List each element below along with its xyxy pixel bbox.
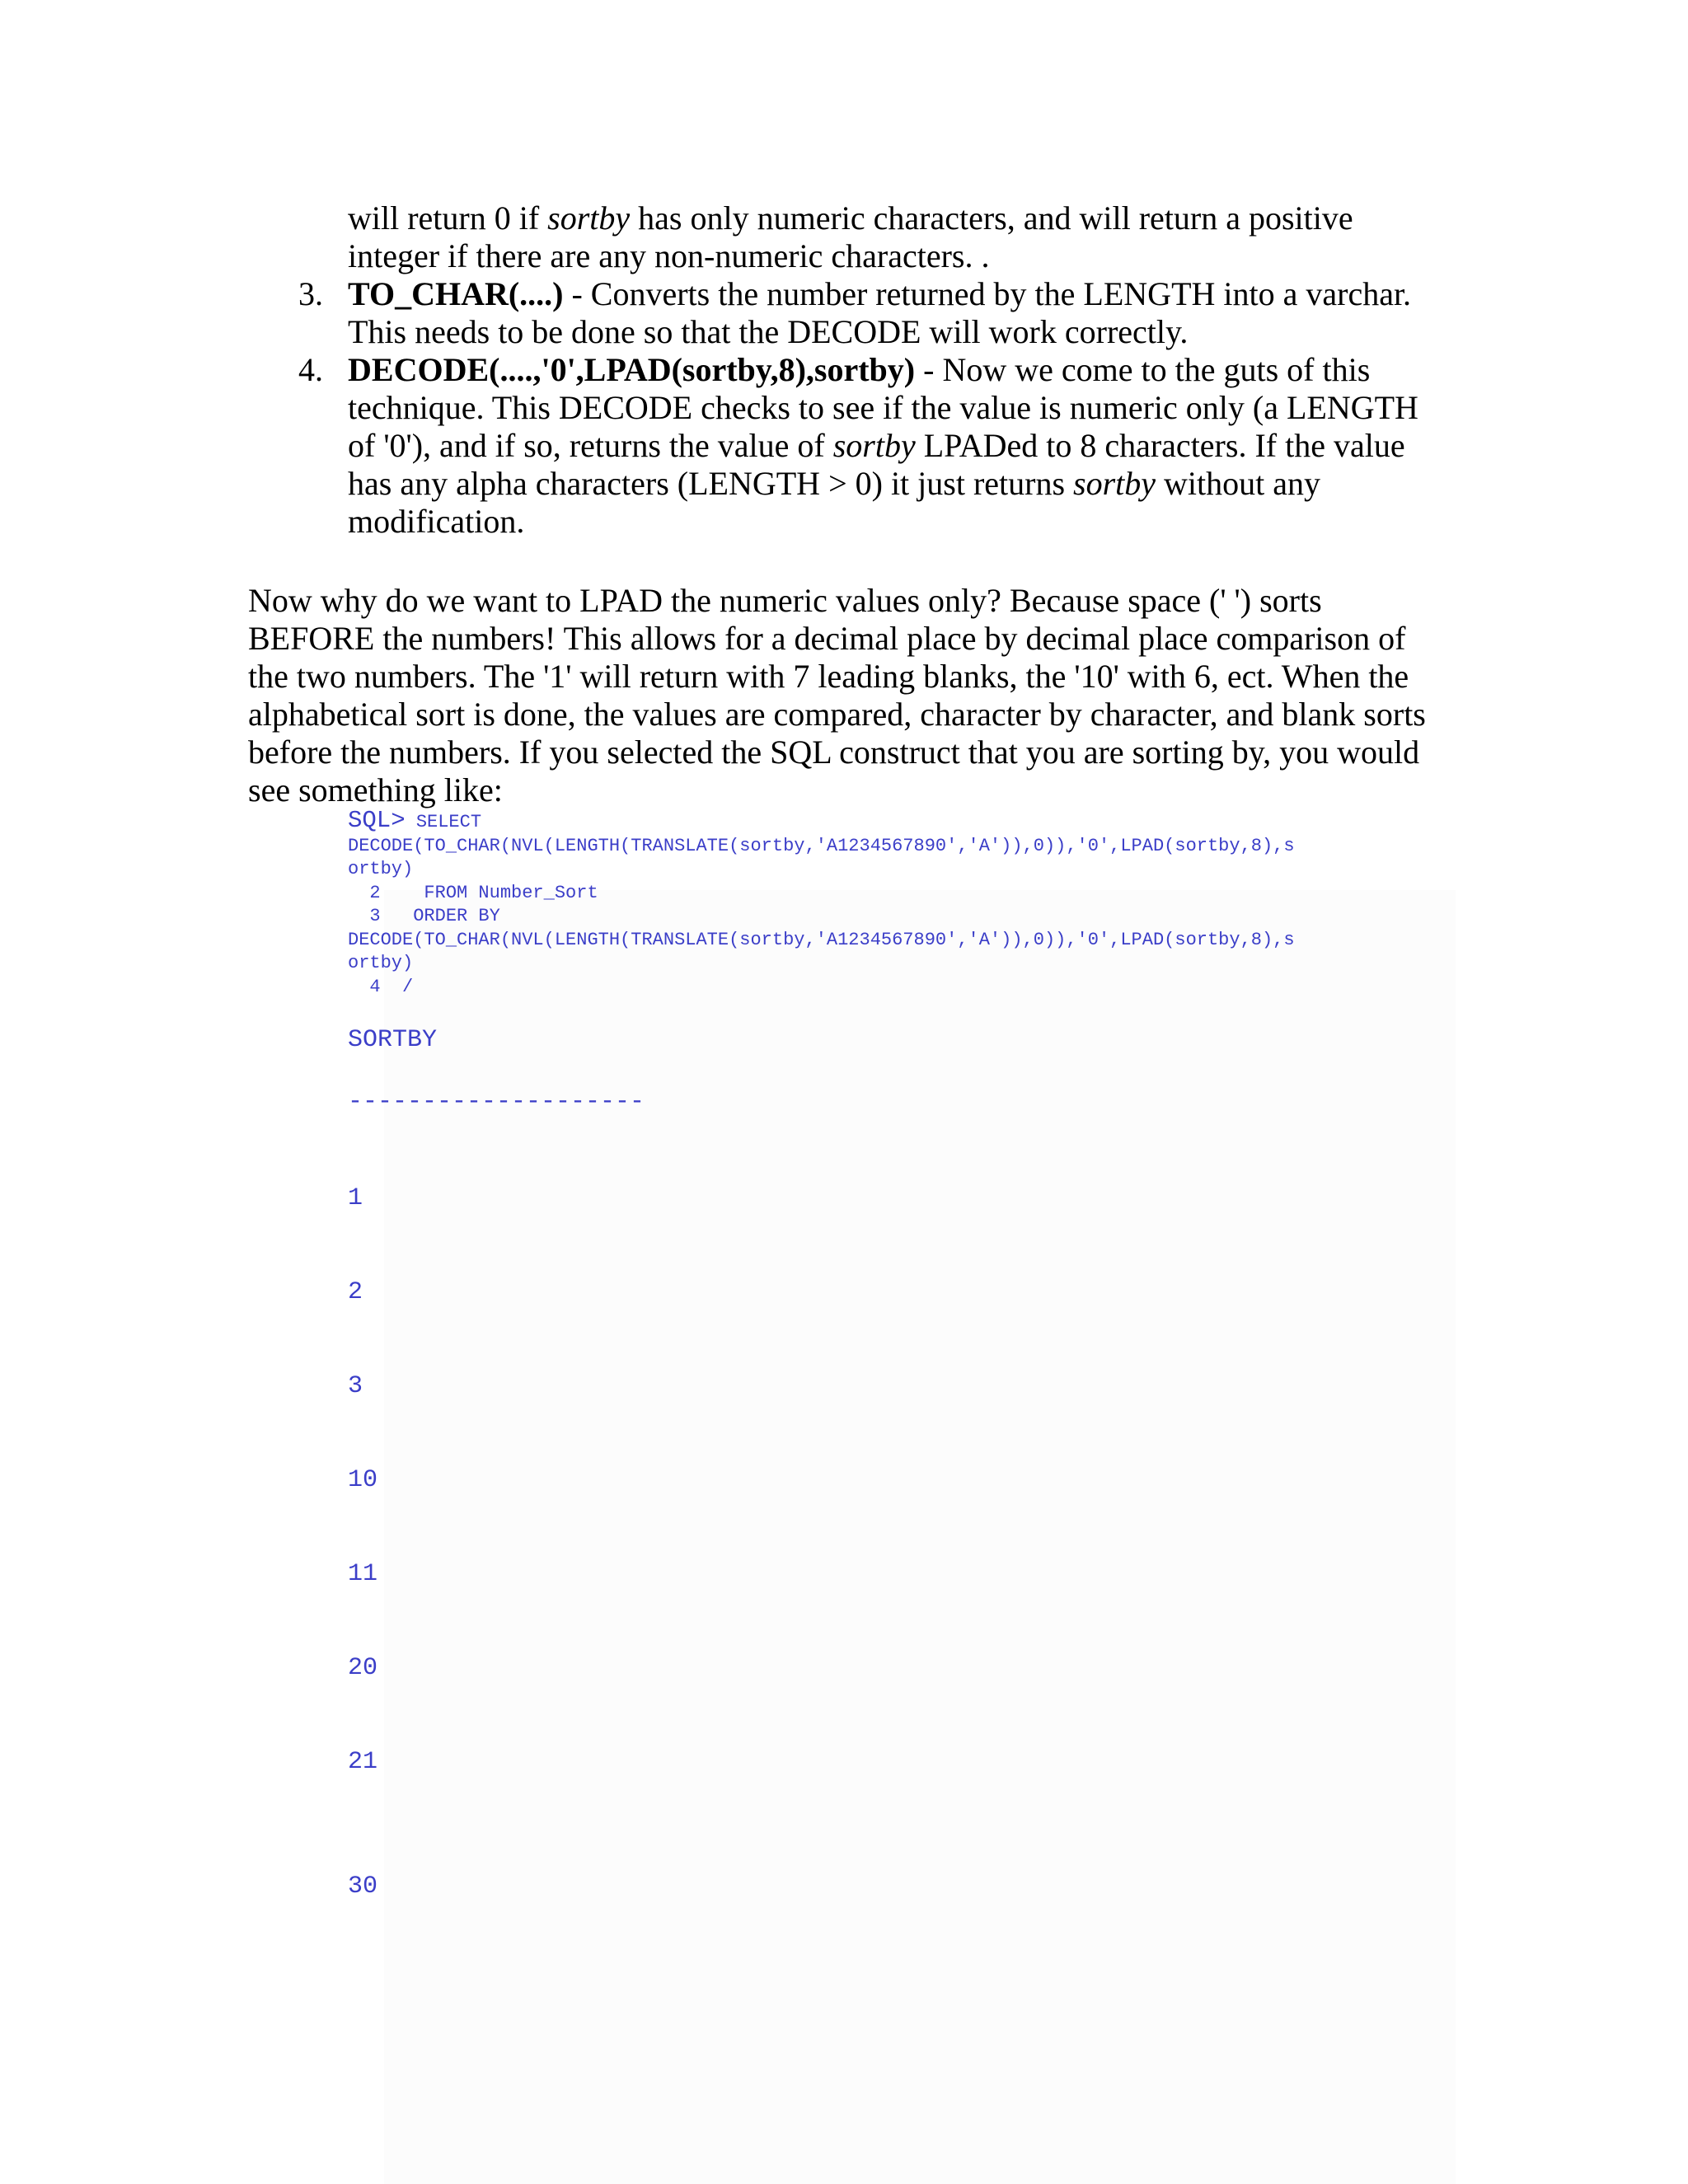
intro-italic-sortby: sortby [547, 199, 631, 237]
output-value: 21 [348, 1748, 378, 1776]
output-value: 1 [348, 1184, 363, 1212]
list-item-number: 4. [298, 351, 323, 388]
sql-prompt: SQL> [348, 807, 406, 834]
list-item-description: - Converts the number returned by the LENGTH into a varchar. This needs to be done so that the DECODE will work correctly. [348, 275, 1412, 350]
code-background-panel [384, 890, 1456, 2184]
intro-text-after: has only numeric characters, and will return a positive integer if there are any non-numeric characters. . [348, 199, 1353, 274]
sql-code-block [348, 809, 1452, 999]
sql-line-8: 4 / [348, 976, 414, 997]
list-item-text [348, 275, 1452, 351]
list-item-term: DECODE(....,'0',LPAD(sortby,8),sortby) [348, 351, 916, 388]
sql-select: SELECT [405, 812, 482, 832]
list-item-description-part1: - Now we come to the guts of this technique. This DECODE checks to see if the value is numeric only (a LENGTH of '0'), and if so, returns the value of [348, 351, 1418, 464]
output-value: 3 [348, 1372, 363, 1400]
explanation-paragraph: Now why do we want to LPAD the numeric values only? Because space (' ') sorts BEFORE the numbers! This allows for a decimal place by decimal place comparison of the two numbers. The '1' will return with 7 leading blanks, the '10' with 6, ect. When the alphabetical sort is done, the values are compared, character by character, and blank sorts before the numbers. If you selected the SQL construct that you are sorting by, you would see something like: [248, 582, 1426, 808]
list-item-term: TO_CHAR(....) [348, 275, 564, 312]
sql-line-5: 3 ORDER BY [348, 906, 500, 926]
output-value: 30 [348, 1872, 378, 1900]
list-continuation-text [348, 199, 1452, 275]
list-item-description-part2: LPADed to 8 characters. If the value has any alpha characters (LENGTH > 0) it just returns [348, 427, 1405, 502]
list-item-description-part3: without any modification. [348, 465, 1321, 540]
intro-text-before: will return 0 if [348, 199, 548, 237]
output-column-header: SORTBY [348, 1026, 438, 1054]
output-value: 10 [348, 1466, 378, 1494]
list-item-italic-sortby: sortby [832, 427, 916, 464]
sql-line-7: ortby) [348, 953, 414, 973]
sql-line-4: 2 FROM Number_Sort [348, 882, 598, 903]
sql-line-1 [348, 809, 1452, 835]
sql-line-3: ortby) [348, 859, 414, 879]
output-value: 20 [348, 1654, 378, 1682]
output-value: 11 [348, 1560, 378, 1588]
sql-line-6: DECODE(TO_CHAR(NVL(LENGTH(TRANSLATE(sortby,'A1234567890','A')),0)),'0',LPAD(sortby,8),s [348, 929, 1295, 950]
list-item-number: 3. [298, 275, 323, 312]
output-value: 2 [348, 1278, 363, 1306]
output-divider: -------------------- [348, 1088, 645, 1116]
sql-line-2: DECODE(TO_CHAR(NVL(LENGTH(TRANSLATE(sortby,'A1234567890','A')),0)),'0',LPAD(sortby,8),s [348, 835, 1295, 856]
list-item-italic-sortby: sortby [1073, 465, 1156, 502]
list-item-text [348, 351, 1452, 541]
